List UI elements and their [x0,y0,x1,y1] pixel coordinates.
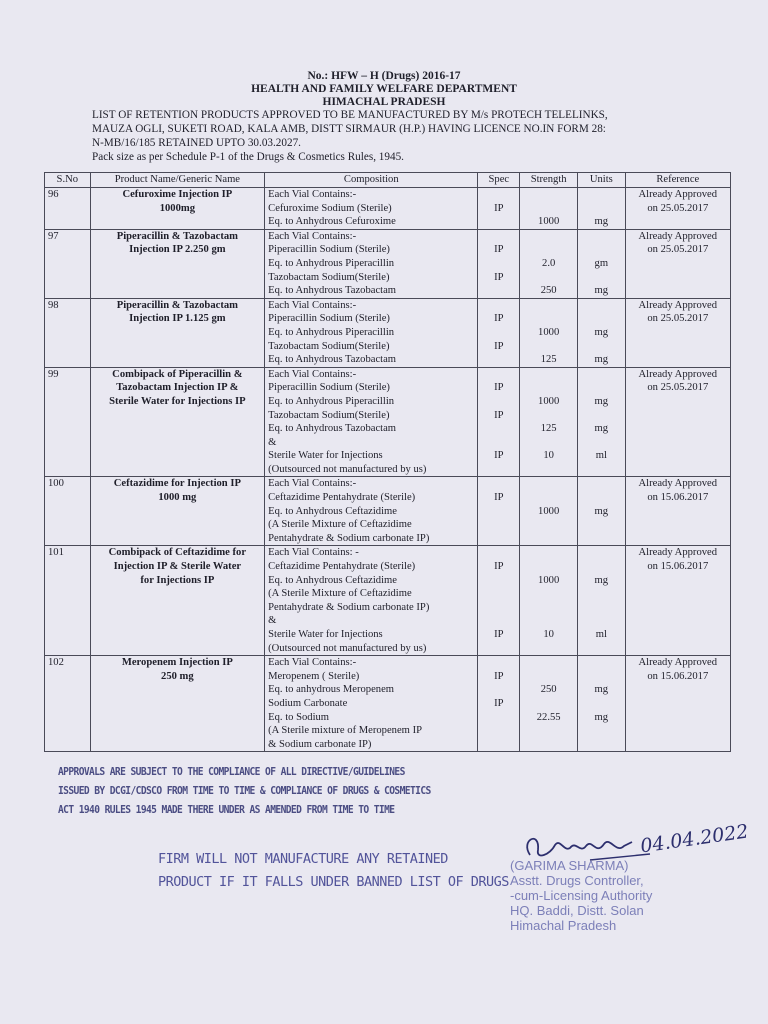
cell-composition [265,229,478,298]
cell-composition-line: Eq. to Anhydrous Piperacillin [268,395,395,407]
cell-reference [625,298,730,367]
cell-composition-line: Eq. to Anhydrous Ceftazidime [268,574,397,586]
cell-spec-line: IP [494,670,504,682]
seal-line: Himachal Pradesh [510,918,617,933]
cell-composition-line: Each Vial Contains:- [268,299,357,311]
cell-units-line: mg [594,684,609,696]
cell-spec-line [481,601,516,615]
intro-line: LIST OF RETENTION PRODUCTS APPROVED TO BE MANUFACTURED BY M/s PROTECH TELELINKS, [92,109,608,121]
cell-composition-line: Pentahydrate & Sodium carbonate IP) [268,601,430,613]
cell-units-line [581,436,622,450]
table-row [45,477,731,546]
cell-units-line: mg [594,711,609,723]
cell-composition-line: Eq. to Anhydrous Tazobactam [268,423,397,435]
cell-spec-line [481,711,516,725]
cell-units-line [581,477,622,491]
cell-strength-line [523,697,574,711]
cell-units-line [581,271,622,285]
table-row [45,546,731,656]
cell-composition-line: Meropenem ( Sterile) [268,670,360,682]
cell-units-line [581,368,622,382]
cell-reference-line: Already Approved [638,368,718,380]
cell-units-line: mg [594,326,609,338]
cell-composition [265,188,478,230]
cell-product-line: Sterile Water for Injections IP [109,395,246,407]
seal-line: -cum-Licensing Authority [510,888,653,903]
cell-units-line [581,230,622,244]
cell-sno: 102 [45,656,91,752]
cell-spec-line [481,738,516,752]
cell-spec-line [481,642,516,656]
cell-spec-line: IP [494,382,504,394]
cell-composition-line: (Outsourced not manufactured by us) [268,642,427,654]
cell-composition-line: Piperacillin Sodium (Sterile) [268,244,390,256]
cell-spec-line [481,422,516,436]
cell-units [578,229,626,298]
cell-product [90,229,265,298]
cell-strength-line [523,614,574,628]
cell-strength-line: 250 [540,285,557,297]
cell-strength-line: 1000 [538,505,560,517]
cell-spec-line [481,230,516,244]
cell-reference-line: Already Approved [638,478,718,490]
cell-composition-line: Each Vial Contains:- [268,657,357,669]
cell-composition-line: Piperacillin Sodium (Sterile) [268,313,390,325]
table-row [45,298,731,367]
cell-sno: 100 [45,477,91,546]
cell-reference-line: Already Approved [638,547,718,559]
cell-product [90,546,265,656]
seal-line: Asstt. Drugs Controller, [510,873,644,888]
cell-composition-line: Eq. to Anhydrous Piperacillin [268,257,395,269]
col-spec: Spec [478,173,520,188]
cell-spec-line [481,368,516,382]
cell-product-line: Injection IP & Sterile Water [113,561,242,573]
cell-product-line: Piperacillin & Tazobactam [116,299,238,311]
cell-composition [265,367,478,477]
cell-spec-line [481,353,516,367]
cell-spec-line [481,683,516,697]
cell-strength-line [523,724,574,738]
cell-reference-line: Already Approved [638,189,718,200]
intro-line: N-MB/16/185 RETAINED UPTO 30.03.2027. [92,137,301,149]
cell-units-line [581,202,622,216]
cell-units-line [581,656,622,670]
cell-product [90,367,265,477]
cell-composition-line: & [268,615,277,627]
cell-units-line [581,738,622,752]
cell-product-line: for Injections IP [140,574,215,586]
cell-spec-line [481,574,516,588]
cell-composition-line: Eq. to Anhydrous Cefuroxime [268,216,396,228]
cell-units-line [581,491,622,505]
cell-strength [520,188,578,230]
cell-composition [265,656,478,752]
cell-strength-line: 125 [540,354,557,366]
cell-composition-line: Eq. to anhydrous Meropenem [268,684,395,696]
cell-reference-line: on 25.05.2017 [647,382,709,394]
cell-units-line [581,587,622,601]
cell-units-line [581,340,622,354]
cell-product-line: Meropenem Injection IP [121,657,233,669]
signature-date: 04.04.2022 [638,820,750,858]
cell-strength-line: 250 [540,684,557,696]
cell-spec-line [481,299,516,313]
intro-paragraph [92,108,692,164]
cell-spec-line: IP [494,697,504,709]
cell-strength-line: 1000 [538,574,560,586]
cell-units [578,546,626,656]
cell-spec-line [481,614,516,628]
cell-spec-line [481,532,516,546]
cell-product-line: Piperacillin & Tazobactam [116,230,238,242]
cell-spec-line: IP [494,271,504,283]
cell-spec-line: IP [494,313,504,325]
cell-reference-line: on 25.05.2017 [647,244,709,256]
cell-units-line: mg [594,423,609,435]
cell-strength [520,477,578,546]
col-units: Units [578,173,626,188]
cell-units-line [581,532,622,546]
cell-composition-line: Each Vial Contains:- [268,368,357,380]
cell-units-line [581,518,622,532]
cell-units-line [581,188,622,202]
cell-sno: 101 [45,546,91,656]
cell-strength-line [523,312,574,326]
seal-line: HQ. Baddi, Distt. Solan [510,903,644,918]
cell-strength-line [523,381,574,395]
cell-reference [625,229,730,298]
cell-reference-line: on 15.06.2017 [647,561,709,573]
cell-strength-line: 10 [543,450,554,462]
cell-spec-line [481,395,516,409]
cell-strength-line: 1000 [538,216,560,228]
cell-strength-line [523,368,574,382]
seal-line: (GARIMA SHARMA) [510,858,629,873]
cell-spec-line: IP [494,202,504,214]
cell-units-line: mg [594,285,609,297]
cell-spec-line: IP [494,244,504,256]
cell-reference-line: on 15.06.2017 [647,670,709,682]
cell-strength-line [523,463,574,477]
cell-units-line: mg [594,354,609,366]
cell-units [578,477,626,546]
products-table [44,172,731,752]
cell-composition [265,477,478,546]
cell-strength-line [523,670,574,684]
state-name: HIMACHAL PRADESH [322,96,446,108]
table-row [45,367,731,477]
cell-units-line [581,409,622,423]
cell-strength-line: 1000 [538,326,560,338]
cell-units-line [581,381,622,395]
cell-units-line: ml [595,450,607,462]
cell-product-line: Injection IP 2.250 gm [129,244,226,256]
cell-reference-line: Already Approved [638,299,718,311]
cell-strength-line [523,477,574,491]
cell-spec-line [481,284,516,298]
cell-units [578,188,626,230]
cell-spec-line: IP [494,409,504,421]
cell-units-line [581,670,622,684]
cell-composition-line: Eq. to Anhydrous Piperacillin [268,326,395,338]
cell-spec-line [481,326,516,340]
cell-strength-line [523,738,574,752]
cell-reference-line: Already Approved [638,230,718,242]
cell-sno: 98 [45,298,91,367]
cell-units-line [581,697,622,711]
cell-strength-line [523,587,574,601]
cell-strength-line [523,271,574,285]
cell-reference-line: on 25.05.2017 [647,202,709,214]
cell-spec-line [481,724,516,738]
cell-units-line: ml [595,629,607,640]
cell-strength-line [523,656,574,670]
cell-spec-line: IP [494,450,504,462]
cell-composition-line: Eq. to Anhydrous Ceftazidime [268,505,397,517]
cell-strength-line [523,340,574,354]
cell-strength-line: 22.55 [536,711,561,723]
cell-units [578,298,626,367]
cell-reference [625,656,730,752]
cell-spec [478,298,520,367]
cell-strength-line [523,560,574,574]
cell-composition-line: Piperacillin Sodium (Sterile) [268,382,390,394]
cell-spec [478,367,520,477]
officer-seal [510,858,652,933]
cell-units-line [581,546,622,560]
cell-strength-line [523,601,574,615]
cell-composition-line: Tazobactam Sodium(Sterile) [268,340,390,352]
cell-strength-line: 1000 [538,395,560,407]
cell-composition-line: Each Vial Contains:- [268,478,357,490]
cell-product-line: 1000mg [159,202,196,214]
cell-strength [520,656,578,752]
cell-units-line [581,560,622,574]
cell-strength-line [523,436,574,450]
cell-composition-line: Sterile Water for Injections [268,629,383,640]
cell-strength-line [523,299,574,313]
cell-spec [478,229,520,298]
cell-spec-line [481,477,516,491]
cell-sno: 99 [45,367,91,477]
table-body [45,188,731,752]
cell-strength-line [523,409,574,423]
cell-spec-line [481,505,516,519]
cell-composition-line: Sodium Carbonate [268,697,348,709]
cell-composition-line: (A Sterile Mixture of Ceftazidime [268,519,412,531]
cell-spec [478,656,520,752]
cell-units-line [581,601,622,615]
cell-strength-line [523,243,574,257]
cell-product [90,188,265,230]
cell-product-line: 250 mg [161,670,194,682]
cell-product [90,656,265,752]
cell-reference-line: on 25.05.2017 [647,313,709,325]
cell-reference [625,477,730,546]
cell-reference-line: on 15.06.2017 [647,492,709,504]
cell-composition-line: Eq. to Anhydrous Tazobactam [268,354,397,366]
cell-spec-line: IP [494,561,504,573]
cell-composition-line: (A Sterile Mixture of Ceftazidime [268,588,412,600]
cell-composition-line: & [268,436,277,448]
cell-reference-line: Already Approved [638,657,718,669]
approvals-stamp-line: ISSUED BY DCGI/CDSCO FROM TIME TO TIME & COMPLIANCE OF DRUGS & COSMETICS [58,785,431,798]
cell-composition-line: Eq. to Anhydrous Tazobactam [268,285,397,297]
cell-composition [265,298,478,367]
cell-product-line: Combipack of Piperacillin & [112,368,243,380]
cell-composition-line: Cefuroxime Sodium (Sterile) [268,202,392,214]
table-header-row [45,173,731,188]
cell-product-line: Cefuroxime Injection IP [122,189,233,200]
cell-composition-line: Tazobactam Sodium(Sterile) [268,409,390,421]
cell-units-line [581,299,622,313]
col-sno: S.No [45,173,91,188]
cell-spec-line [481,656,516,670]
cell-strength [520,229,578,298]
cell-units-line [581,243,622,257]
cell-composition-line: Ceftazidime Pentahydrate (Sterile) [268,561,416,573]
cell-units-line [581,614,622,628]
cell-product-line: Tazobactam Injection IP & [116,382,239,394]
cell-spec-line [481,215,516,229]
cell-composition [265,546,478,656]
cell-sno: 97 [45,229,91,298]
reference-number: No.: HFW – H (Drugs) 2016-17 [307,70,461,82]
col-reference: Reference [625,173,730,188]
cell-spec-line [481,463,516,477]
cell-product-line: Injection IP 1.125 gm [129,313,226,325]
cell-strength-line: 125 [540,423,557,435]
cell-strength-line [523,518,574,532]
department-name: HEALTH AND FAMILY WELFARE DEPARTMENT [251,83,517,95]
cell-reference [625,367,730,477]
approvals-stamp-line: ACT 1940 RULES 1945 MADE THERE UNDER AS AMENDED FROM TIME TO TIME [58,804,395,817]
cell-strength-line [523,532,574,546]
cell-strength-line [523,188,574,202]
cell-units-line [581,642,622,656]
cell-spec-line: IP [494,629,504,640]
cell-spec-line [481,188,516,202]
firm-stamp-line: PRODUCT IF IT FALLS UNDER BANNED LIST OF DRUGS [158,874,509,890]
intro-line: MAUZA OGLI, SUKETI ROAD, KALA AMB, DISTT SIRMAUR (H.P.) HAVING LICENCE NO.IN FORM 28: [92,123,606,135]
cell-strength [520,367,578,477]
cell-product [90,298,265,367]
cell-units-line: gm [594,257,609,269]
col-strength: Strength [520,173,578,188]
cell-spec [478,477,520,546]
cell-product-line: Combipack of Ceftazidime for [108,547,247,559]
cell-strength-line [523,642,574,656]
cell-reference [625,188,730,230]
col-composition: Composition [265,173,478,188]
cell-strength-line: 2.0 [542,257,556,269]
cell-sno: 96 [45,188,91,230]
cell-reference [625,546,730,656]
cell-composition-line: Sterile Water for Injections [268,450,383,462]
table-row [45,656,731,752]
table-row [45,188,731,230]
cell-composition-line: Eq. to Sodium [268,711,330,723]
cell-composition-line: (A Sterile mixture of Meropenem IP [268,725,422,737]
cell-spec-line [481,546,516,560]
cell-spec-line [481,518,516,532]
table-row [45,229,731,298]
firm-stamp-line: FIRM WILL NOT MANUFACTURE ANY RETAINED [158,851,448,867]
cell-spec [478,546,520,656]
cell-spec-line [481,436,516,450]
cell-product-line: 1000 mg [158,492,197,504]
cell-composition-line: (Outsourced not manufactured by us) [268,463,427,475]
cell-units-line: mg [594,395,609,407]
cell-strength-line [523,491,574,505]
cell-composition-line: Pentahydrate & Sodium carbonate IP) [268,532,430,544]
cell-spec-line: IP [494,492,504,504]
cell-units-line: mg [594,574,609,586]
cell-spec-line [481,257,516,271]
cell-composition-line: Each Vial Contains: - [268,547,359,559]
cell-units-line: mg [594,505,609,517]
cell-strength-line [523,230,574,244]
cell-strength [520,298,578,367]
cell-composition-line: & Sodium carbonate IP) [268,738,372,750]
cell-strength-line: 10 [543,629,554,640]
cell-spec-line [481,587,516,601]
cell-composition-line: Each Vial Contains:- [268,189,357,200]
cell-units-line [581,724,622,738]
cell-units-line [581,312,622,326]
cell-composition-line: Ceftazidime Pentahydrate (Sterile) [268,492,416,504]
cell-strength [520,546,578,656]
cell-composition-line: Each Vial Contains:- [268,230,357,242]
cell-product [90,477,265,546]
cell-spec [478,188,520,230]
cell-strength-line [523,546,574,560]
approvals-stamp-line: APPROVALS ARE SUBJECT TO THE COMPLIANCE OF ALL DIRECTIVE/GUIDELINES [58,766,405,779]
cell-product-line: Ceftazidime for Injection IP [113,478,241,490]
cell-units-line [581,463,622,477]
cell-strength-line [523,202,574,216]
cell-units [578,656,626,752]
intro-line: Pack size as per Schedule P-1 of the Drugs & Cosmetics Rules, 1945. [92,151,404,163]
cell-spec-line: IP [494,340,504,352]
cell-composition-line: Tazobactam Sodium(Sterile) [268,271,390,283]
col-product: Product Name/Generic Name [90,173,265,188]
cell-units [578,367,626,477]
cell-units-line: mg [594,216,609,228]
